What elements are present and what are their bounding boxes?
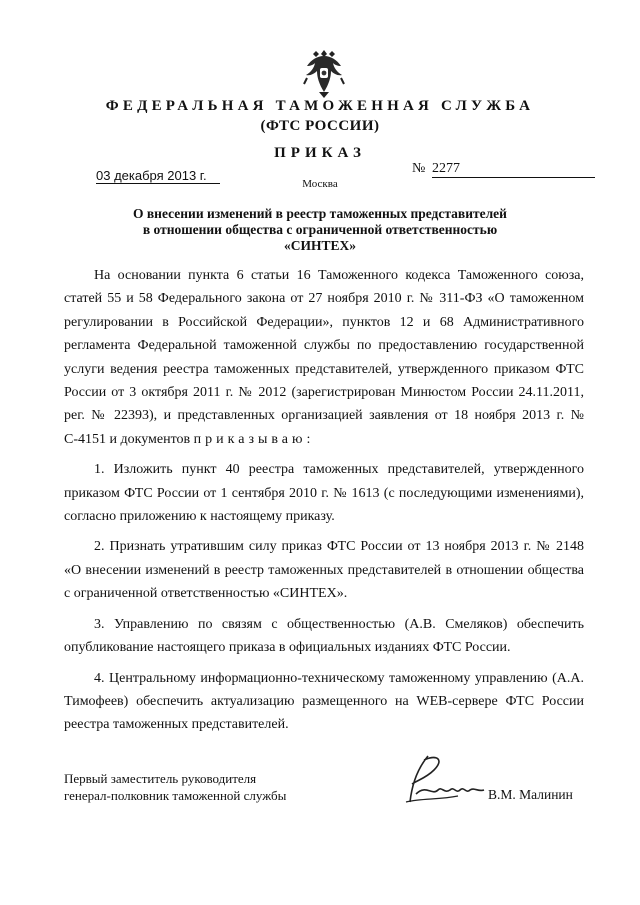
signatory-name: В.М. Малинин xyxy=(488,787,573,802)
agency-short-name: (ФТС РОССИИ) xyxy=(260,118,380,134)
order-word: приказываю: xyxy=(193,431,315,447)
order-title xyxy=(110,206,530,254)
preamble-text: На основании пункта 6 статьи 16 Таможенного кодекса Таможенного союза, статей 55 и 58 Федерального закона от 27 ноября 2010 г. № 311-ФЗ «О таможенном регулировании в Российской Федерации», пунктов 12 и 68 Административного регламента Федеральной таможенной службы по предоставлению государственной услуги ведения реестра таможенных представителей, утвержденного приказом ФТС России от 3 октября 2011 г. № 2012 (зарегистрирован Минюстом России 24.11.2011, рег. № 22393), и представленных организацией заявления от 18 ноября 2013 г. № С-4151 и документов xyxy=(64,268,584,447)
order-body xyxy=(64,264,584,737)
title-line: «СИНТЕХ» xyxy=(283,238,356,253)
order-number-value: 2277 xyxy=(432,161,595,178)
agency-name: ФЕДЕРАЛЬНАЯ ТАМОЖЕННАЯ СЛУЖБА xyxy=(105,98,535,114)
order-date: 03 декабря 2013 г. xyxy=(96,168,220,184)
city: Москва xyxy=(302,178,338,190)
number-sign: № xyxy=(412,161,426,176)
preamble-paragraph xyxy=(64,264,584,451)
order-item: 1. Изложить пункт 40 реестра таможенных представителей, утвержденного приказом ФТС России от 1 сентября 2010 г. № 1613 (с последующими изменениями), согласно приложению к настоящему приказу. xyxy=(64,462,584,525)
position-line: генерал-полковник таможенной службы xyxy=(64,788,287,803)
coat-of-arms-icon xyxy=(301,48,347,100)
order-item: 2. Признать утратившим силу приказ ФТС России от 13 ноября 2013 г. № 2148 «О внесении изменений в реестр таможенных представителей в отношении общества с ограниченной ответственностью «СИНТЕХ». xyxy=(64,539,584,602)
document-type: ПРИКАЗ xyxy=(274,145,366,161)
position-line: Первый заместитель руководителя xyxy=(64,771,257,786)
handwritten-signature-icon xyxy=(398,750,490,812)
order-item: 4. Центральному информационно-техническому таможенному управлению (А.А. Тимофеев) обеспечить актуализацию размещенного на WEB-сервере ФТС России реестра таможенных представителей. xyxy=(64,670,584,733)
order-item: 3. Управлению по связям с общественностью (А.В. Смеляков) обеспечить опубликование настоящего приказа в официальных изданиях ФТС России. xyxy=(64,616,584,656)
signatory-position xyxy=(64,770,364,804)
title-line: О внесении изменений в реестр таможенных представителей xyxy=(133,206,507,221)
title-line: в отношении общества с ограниченной ответственностью xyxy=(142,222,498,237)
order-number xyxy=(412,161,600,178)
